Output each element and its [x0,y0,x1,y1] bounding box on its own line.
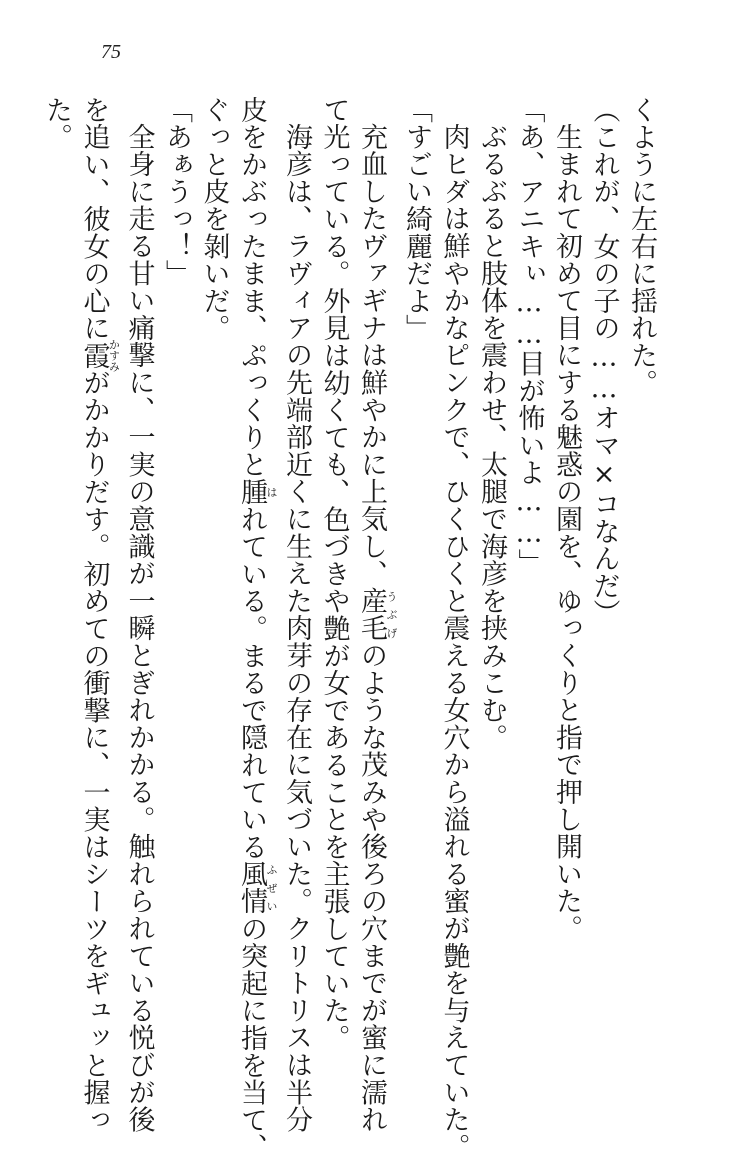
text-line: 海彦は、ラヴィアの先端部近くに生えた肉芽の存在に気づいた。クリトリスは半分 [281,123,312,1134]
text-line: 全身に走る甘い痛撃に、一実の意識が一瞬とぎれかかる。触れられている悦びが後 [123,123,155,1134]
vertical-text-body [38,96,661,1161]
ruby-reading: うぶげ [385,587,398,642]
ruby-annotation [356,587,398,642]
ruby-reading: は [265,478,278,506]
text-line: 生まれて初めて目にする魅惑の園を、ゆっくりと指で押し開いた。 [551,123,582,942]
ruby-base: 風情 [236,860,267,916]
text-line: ぐっと皮を剝いだ。 [198,96,230,342]
ruby-annotation [78,338,121,372]
text-line: ぶるぶると肢体を震わせ、太腿で海彦を挟みこむ。 [476,123,507,751]
text-line [353,96,398,1134]
ruby-base: 腫 [236,478,267,506]
text-line: て光っている。外見は幼くても、色づきや艶が女であることを主張していた。 [318,96,350,1052]
ruby-reading: ふぜい [265,860,278,916]
text-line: 「あぁうっ！」 [161,96,192,288]
text-segment: の突起に指を当て、 [236,915,267,1161]
text-segment: のような茂みや後ろの穴までが蜜に濡れ [356,641,387,1134]
text-segment: 皮をかぶったまま、ぷっくりと [236,96,267,479]
text-line [75,96,121,1134]
page-number: 75 [101,41,121,63]
text-line: くように左右に揺れた。 [626,96,657,397]
text-line [233,96,278,1161]
ruby-reading: かすみ [107,338,121,372]
ruby-base: 霞 [78,338,110,372]
text-segment: れている。まるで隠れている [236,505,267,861]
text-segment: を追い、彼女の心に [78,96,110,342]
text-segment: がかかりだす。初めての衝撃に、一実はシーツをギュッと握っ [78,369,110,1134]
ruby-annotation [236,860,278,916]
ruby-annotation [236,478,278,506]
text-line: （これが、女の子の……オマ×コなんだ） [588,96,620,627]
ruby-base: 産毛 [356,587,387,642]
text-segment: 充血したヴァギナは鮮やかに上気し、 [356,123,387,588]
text-line: 「あ、アニキぃ……目が怖いよ……」 [513,96,545,577]
text-line: 肉ヒダは鮮やかなピンクで、ひくひくと震える女穴から溢れる蜜が艶を与えていた。 [438,123,470,1161]
text-line: た。 [41,96,72,151]
text-line: 「すごい綺麗だよ」 [401,96,432,342]
